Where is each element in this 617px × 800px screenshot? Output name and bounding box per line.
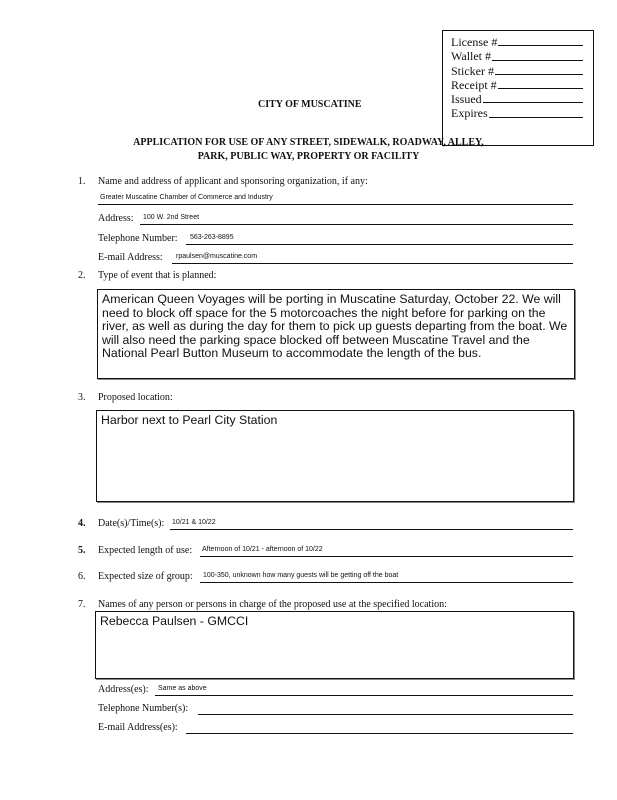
email-field[interactable]: rpaulsen@muscatine.com [176, 253, 258, 260]
issued-label: Issued [451, 92, 482, 107]
dates-field[interactable]: 10/21 & 10/22 [172, 519, 216, 526]
office-use-box [442, 30, 594, 146]
q7-number: 7. [78, 599, 86, 610]
q6-label: Expected size of group: [98, 571, 193, 582]
email-label: E-mail Address: [98, 252, 163, 263]
q7-label: Names of any person or persons in charge of the proposed use at the specified location: [98, 599, 447, 610]
q2-label: Type of event that is planned: [98, 270, 217, 281]
expires-label: Expires [451, 106, 488, 121]
org-name-field[interactable]: Greater Muscatine Chamber of Commerce and Industry [100, 194, 273, 201]
q7-address-label: Address(es): [98, 684, 149, 695]
q7-email-label: E-mail Address(es): [98, 722, 178, 733]
receipt-label: Receipt # [451, 77, 497, 92]
form-title-line1: APPLICATION FOR USE OF ANY STREET, SIDEWALK, ROADWAY, ALLEY, [133, 137, 484, 148]
q7-phone-label: Telephone Number(s): [98, 703, 189, 714]
length-field[interactable]: Afternoon of 10/21 - afternoon of 10/22 [202, 546, 323, 553]
city-name: CITY OF MUSCATINE [258, 99, 362, 110]
phone-label: Telephone Number: [98, 233, 178, 244]
event-type-field[interactable]: American Queen Voyages will be porting in Muscatine Saturday, October 22. We will need to block off space for the 5 motorcoaches the night before for parking on the river, as well as during the day for them to pick up guests departing from the boat. We will also need the parking space blocked off between Muscatine Travel and the National Pearl Button Museum to accommodate the length of the bus. [97, 289, 575, 379]
license-label: License # [451, 35, 498, 49]
phone-field[interactable]: 563-263-8895 [190, 234, 234, 241]
wallet-label: Wallet # [451, 49, 492, 64]
q1-number: 1. [78, 176, 86, 187]
q7-address-field[interactable]: Same as above [158, 685, 207, 692]
q1-label: Name and address of applicant and sponsoring organization, if any: [98, 176, 368, 187]
q6-number: 6. [78, 571, 86, 582]
group-size-field[interactable]: 100-350, unknown how many guests will be getting off the boat [203, 572, 399, 579]
q5-number: 5. [78, 545, 86, 556]
q3-number: 3. [78, 392, 86, 403]
q7-phone-field[interactable] [198, 714, 573, 715]
address-label: Address: [98, 213, 134, 224]
sticker-label: Sticker # [451, 63, 494, 78]
person-in-charge-field[interactable]: Rebecca Paulsen - GMCCI [95, 611, 574, 679]
q3-label: Proposed location: [98, 392, 173, 403]
q2-number: 2. [78, 270, 86, 281]
address-field[interactable]: 100 W. 2nd Street [143, 214, 200, 221]
location-field[interactable]: Harbor next to Pearl City Station [96, 410, 574, 502]
q5-label: Expected length of use: [98, 545, 193, 556]
q4-label: Date(s)/Time(s): [98, 518, 165, 529]
q7-email-field[interactable] [186, 733, 573, 734]
q4-number: 4. [78, 518, 86, 529]
form-title-line2: PARK, PUBLIC WAY, PROPERTY OR FACILITY [197, 151, 420, 162]
